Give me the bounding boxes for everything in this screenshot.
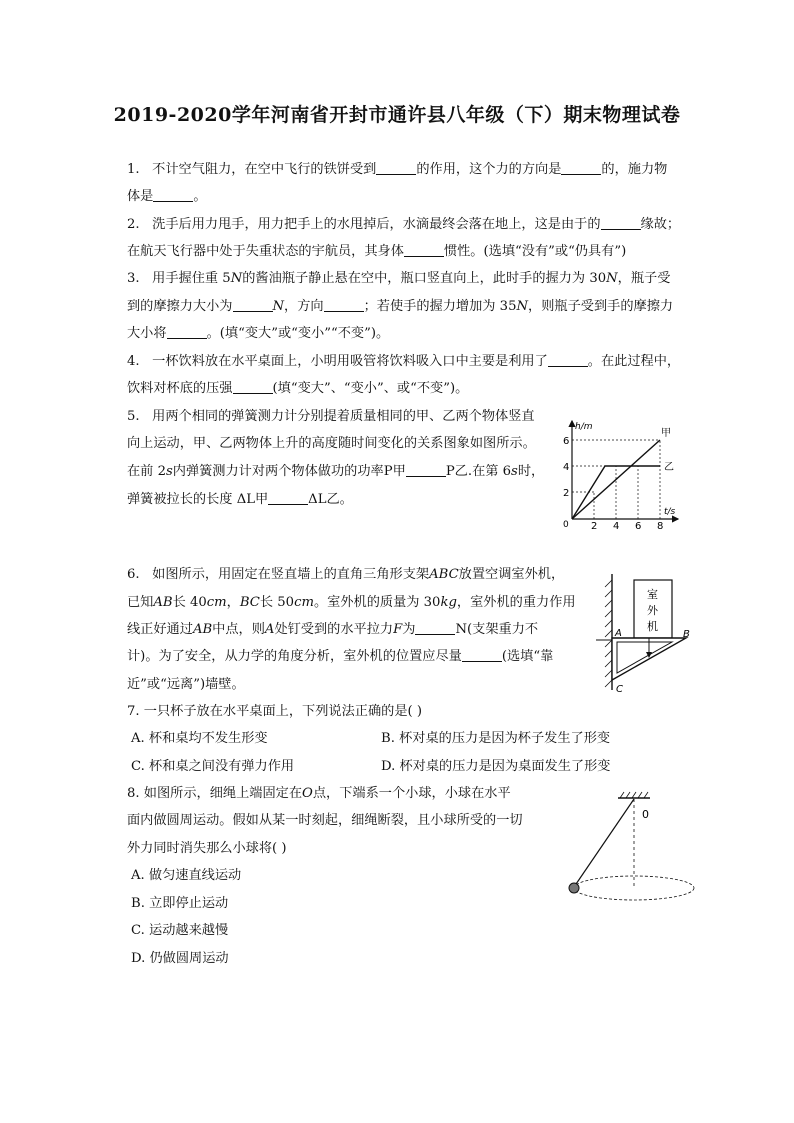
q2-blank-1[interactable] (601, 215, 641, 230)
q1-line2: 体是 。 (127, 189, 207, 204)
q4-blank-1[interactable] (548, 352, 588, 367)
q7-option-d[interactable]: D. 杯对桌的压力是因为桌面发生了形变 (381, 759, 611, 774)
q3-blank-2[interactable] (324, 297, 364, 312)
q8-option-c[interactable]: C. 运动越来越慢 (131, 923, 229, 938)
q4-line2: 饮料对杯底的压强 (填“变大”、“变小”、或“不变”)。 (127, 381, 469, 396)
ceiling-hatch (620, 792, 648, 798)
q1-blank-2[interactable] (561, 160, 601, 175)
q8-line3: 外力同时消失那么小球将( ) (127, 841, 287, 856)
q8-line2: 面内做圆周运动。假如从某一时刻起，细绳断裂，且小球所受的一切 (127, 813, 523, 828)
q8-option-b[interactable]: B. 立即停止运动 (131, 896, 229, 911)
q2-blank-2[interactable] (404, 242, 444, 257)
y-tick-4: 4 (563, 462, 570, 473)
q3-line3: 大小将 。(填“变大”或“变小”“不变”)。 (127, 326, 390, 341)
ac-unit-label-2: 外 (647, 604, 658, 617)
q3-line2: 到的摩擦力大小为 N，方向 ；若使手的握力增加为 35N，则瓶子受到手的摩擦力 (127, 299, 674, 314)
q3-line1: 3. 用手握住重 5N的酱油瓶子静止悬在空中，瓶口竖直向上，此时手的握力为 30N，瓶子受 (127, 271, 671, 286)
q5-blank-1[interactable] (406, 462, 446, 477)
ac-unit-label-1: 室 (647, 588, 658, 601)
ball (569, 883, 579, 893)
q7-option-c[interactable]: C. 杯和桌之间没有弹力作用 (131, 759, 295, 774)
q1-blank-3[interactable] (153, 187, 193, 202)
page-title: 2019-2020学年河南省开封市通许县八年级（下）期末物理试卷 (113, 104, 681, 126)
x-tick-8: 8 (657, 521, 664, 530)
q7-stem: 7. 一只杯子放在水平桌面上，下列说法正确的是( ) (127, 704, 423, 719)
string-line (574, 799, 634, 887)
q1-blank-1[interactable] (376, 160, 416, 175)
x-tick-4: 4 (613, 521, 620, 530)
series-yi-label: 乙 (664, 462, 674, 473)
label-c: C (616, 684, 623, 695)
q5-line3: 在前 2s内弹簧测力计对两个物体做功的功率P甲 P乙.在第 6s时， (127, 464, 545, 479)
q8-option-a[interactable]: A. 做匀速直线运动 (131, 868, 242, 883)
q6-line3: 线正好通过AB中点，则A处钉受到的水平拉力F为 N(支架重力不 (127, 622, 539, 637)
q8-option-d[interactable]: D. 仍做圆周运动 (131, 951, 229, 966)
q8-line1: 8. 如图所示，细绳上端固定在O点，下端系一个小球，小球在水平 (127, 786, 511, 801)
q5-blank-2[interactable] (268, 490, 308, 505)
q6-blank-1[interactable] (415, 620, 455, 635)
wall-hatch (605, 580, 612, 687)
q6-line2: 已知AB长 40cm，BC长 50cm。室外机的质量为 30kg，室外机的重力作用 (127, 595, 576, 610)
q7-option-a[interactable]: A. 杯和桌均不发生形变 (131, 731, 268, 746)
label-b: B (683, 629, 690, 640)
ac-unit-label-3: 机 (647, 620, 658, 633)
q2-line2: 在航天飞行器中处于失重状态的宇航员，其身体 惯性。(选填“没有”或“仍具有”) (127, 244, 627, 259)
q5-line2: 向上运动，甲、乙两物体上升的高度随时间变化的关系图象如图所示。 (127, 436, 536, 451)
label-a: A (615, 628, 622, 639)
q3-blank-1[interactable] (233, 297, 273, 312)
series-jia-line (572, 440, 660, 519)
q4-line1: 4. 一杯饮料放在水平桌面上，小明用吸管将饮料吸入口中主要是利用了 。在此过程中， (127, 354, 681, 369)
origin-label: 0 (563, 520, 569, 530)
q6-bracket-figure (596, 568, 700, 696)
q7-option-b[interactable]: B. 杯对桌的压力是因为杯子发生了形变 (381, 731, 611, 746)
q3-blank-3[interactable] (167, 324, 207, 339)
q6-blank-2[interactable] (462, 647, 502, 662)
q6-line4: 计)。为了安全，从力学的角度分析，室外机的位置应尽量 (选填“靠 (127, 649, 554, 664)
q4-blank-2[interactable] (233, 379, 273, 394)
q6-line1: 6. 如图所示，用固定在竖直墙上的直角三角形支架ABC放置空调室外机， (127, 567, 565, 582)
x-tick-6: 6 (635, 521, 642, 530)
q1-line1: 1. 不计空气阻力，在空中飞行的铁饼受到 的作用，这个力的方向是 的，施力物 (127, 162, 668, 177)
q6-line5: 近”或“远离”)墙壁。 (127, 677, 245, 692)
q5-line1: 5. 用两个相同的弹簧测力计分别提着质量相同的甲、乙两个物体竖直 (127, 409, 535, 424)
y-axis-label: h/m (575, 422, 593, 432)
q8-pendulum-figure (562, 790, 696, 906)
q2-line1: 2. 洗手后用力甩手，用力把手上的水甩掉后，水滴最终会落在地上，这是由于的 缘故； (127, 217, 681, 232)
y-tick-6: 6 (563, 436, 570, 447)
label-o: 0 (642, 808, 649, 821)
q5-line4: 弹簧被拉长的长度 ΔL甲 ΔL乙。 (127, 492, 353, 507)
x-axis-label: t/s (664, 507, 676, 517)
x-tick-2: 2 (591, 521, 598, 530)
q5-graph (560, 415, 685, 530)
series-jia-label: 甲 (661, 428, 671, 439)
y-tick-2: 2 (563, 488, 570, 499)
